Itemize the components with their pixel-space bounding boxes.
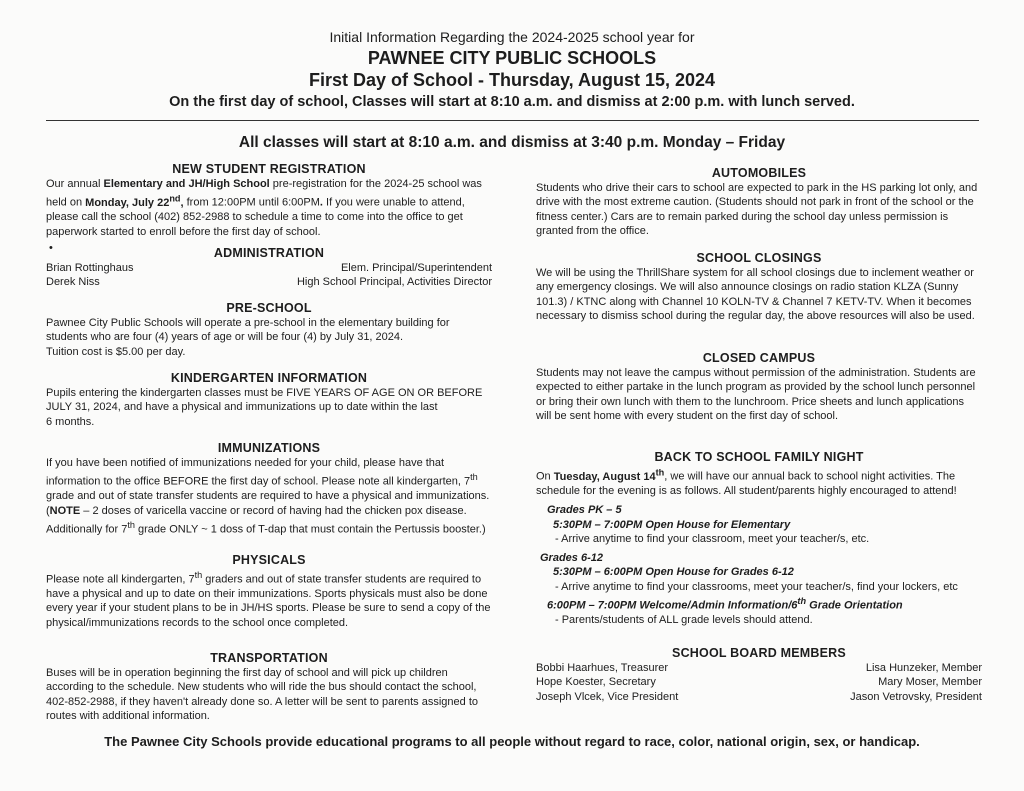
board-member: Lisa Hunzeker, Member bbox=[865, 662, 982, 674]
section-title: TRANSPORTATION bbox=[210, 651, 328, 665]
immunizations-section bbox=[46, 441, 492, 537]
section-body bbox=[536, 465, 982, 498]
event-time bbox=[536, 594, 982, 613]
superscript: th bbox=[127, 520, 135, 531]
board-row bbox=[536, 661, 982, 675]
text-run: from 12:00PM until 6:00PM bbox=[183, 197, 320, 210]
registration-section bbox=[46, 162, 492, 239]
section-body: Students may not leave the campus without permission of the administration. Students are expected to either partake in the lunch program as provided by the school lunch personnel or bring their own lunch with them to the lunchroom. Price sheets and lunch applications will be sent home with every student on the first day of school. bbox=[536, 367, 976, 423]
superscript: th bbox=[470, 472, 478, 483]
section-body: Students who drive their cars to school are expected to park in the HS parking lot only, and drive with the most extreme caution. (Students should not park in front of the school or the fitness center.) Cars are to remain parked during the school day unless permission is granted from the office. bbox=[536, 182, 978, 238]
grade-group-heading: Grades 6-12 bbox=[540, 551, 603, 564]
admin-row bbox=[46, 261, 492, 275]
section-body bbox=[46, 177, 492, 239]
text-run: , bbox=[180, 197, 184, 210]
section-title: CLOSED CAMPUS bbox=[702, 351, 816, 365]
header-divider bbox=[46, 120, 979, 121]
section-body: Buses will be in operation beginning the first day of school and will pick up children according to the schedule. New students who will ride the bus should contact the school, 402-852-2988, if they haven't already done so. A letter will be sent to parents assigned to routes with additional information. bbox=[46, 667, 478, 723]
event-note: - Arrive anytime to find your classroom, meet your teacher/s, etc. bbox=[555, 533, 870, 546]
board-row bbox=[536, 675, 982, 689]
superscript: th bbox=[194, 570, 203, 580]
administration-section bbox=[46, 242, 492, 290]
section-body bbox=[46, 456, 492, 537]
section-title: PRE-SCHOOL bbox=[226, 301, 312, 315]
class-hours: All classes will start at 8:10 a.m. and dismiss at 3:40 p.m. Monday – Friday bbox=[238, 134, 786, 151]
preschool-section bbox=[46, 301, 492, 359]
board-member: Joseph Vlcek, Vice President bbox=[536, 690, 679, 703]
admin-name: Brian Rottinghaus bbox=[46, 262, 134, 274]
intro-line: Initial Information Regarding the 2024-2025 school year for bbox=[329, 29, 695, 45]
text-run: Elementary and JH/High School bbox=[103, 178, 270, 190]
superscript: nd bbox=[169, 193, 181, 204]
text-run: Monday, July 22 bbox=[85, 197, 170, 210]
admin-row bbox=[46, 275, 492, 289]
superscript: th bbox=[797, 595, 807, 606]
text-run: Our annual bbox=[46, 178, 104, 190]
section-body: Pupils entering the kindergarten classes must be FIVE YEARS OF AGE ON OR BEFORE JULY 31, 2024, and have a physical and immunizations up to date within the last bbox=[46, 387, 483, 414]
stray-dot-mark: • bbox=[49, 242, 53, 254]
admin-name: Derek Niss bbox=[46, 276, 100, 289]
section-title: IMMUNIZATIONS bbox=[217, 441, 321, 455]
first-day-heading: First Day of School - Thursday, August 15, 2024 bbox=[308, 70, 716, 90]
text-run: – 2 doses of varicella vaccine or record of having had the chicken pox disease. Additionally for 7 bbox=[46, 504, 467, 536]
section-title: ADMINISTRATION bbox=[213, 246, 325, 260]
automobiles-section bbox=[536, 166, 982, 239]
text-run: pre-registration for the 2024-25 school was held on bbox=[46, 178, 482, 210]
text-run: NOTE bbox=[49, 504, 81, 517]
admin-role: Elem. Principal/Superintendent bbox=[340, 262, 492, 274]
physicals-section bbox=[46, 553, 492, 630]
school-closings-section bbox=[536, 251, 982, 324]
text-run: Please note all kindergarten, 7 bbox=[46, 573, 195, 586]
board-member: Bobbi Haarhues, Treasurer bbox=[536, 662, 669, 674]
event-note: - Arrive anytime to find your classrooms, meet your teacher/s, find your lockers, etc bbox=[555, 580, 958, 593]
event-time: 5:30PM – 6:00PM Open House for Grades 6-12 bbox=[553, 566, 794, 579]
text-run: If you have been notified of immunizations needed for your child, please have that information to the office BEFORE the first day of school. Please note all kindergarten, 7 bbox=[46, 457, 471, 489]
kindergarten-section bbox=[46, 371, 492, 429]
section-title: KINDERGARTEN INFORMATION bbox=[170, 371, 368, 385]
section-title: SCHOOL BOARD MEMBERS bbox=[672, 646, 846, 660]
text-run: graders and out of state transfer students are required to have a physical and up to date on their immunizations. Sports physicals must also be done every year if your student plans to be in JH/HS sports. Please be sure to send a copy of the physical/immunizations records to the school once completed. bbox=[46, 573, 491, 629]
closed-campus-section bbox=[536, 351, 982, 424]
text-run: . bbox=[319, 197, 323, 210]
family-night-section bbox=[536, 450, 982, 627]
text-run: , we will have our annual back to school night activities. The schedule for the evening is as follows. All student/parents highly encouraged to attend! bbox=[536, 470, 957, 498]
section-body: Tuition cost is $5.00 per day. bbox=[46, 345, 186, 358]
section-title: NEW STUDENT REGISTRATION bbox=[172, 162, 366, 176]
section-body: 6 months. bbox=[46, 415, 95, 428]
section-body bbox=[46, 568, 492, 630]
school-board-section bbox=[536, 646, 982, 704]
admin-role: High School Principal, Activities Director bbox=[296, 276, 492, 289]
text-run: On bbox=[536, 470, 554, 483]
board-member: Jason Vetrovsky, President bbox=[850, 690, 982, 703]
school-name: PAWNEE CITY PUBLIC SCHOOLS bbox=[367, 48, 657, 68]
event-note: - Parents/students of ALL grade levels should attend. bbox=[555, 613, 813, 626]
section-body: Pawnee City Public Schools will operate a pre-school in the elementary building for students who are four (4) years of age or will be four (4) by July 31, 2024. bbox=[46, 317, 450, 344]
section-title: PHYSICALS bbox=[232, 553, 306, 567]
board-row bbox=[536, 690, 982, 704]
text-run: 6:00PM – 7:00PM Welcome/Admin Information/6 bbox=[547, 599, 798, 612]
event-time: 5:30PM – 7:00PM Open House for Elementary bbox=[553, 518, 791, 531]
board-member: Mary Moser, Member bbox=[878, 676, 982, 689]
superscript: th bbox=[655, 467, 665, 477]
nondiscrimination-statement: The Pawnee City Schools provide educational programs to all people without regard to race, color, national origin, sex, or handicap. bbox=[104, 734, 920, 749]
text-run: Grade Orientation bbox=[806, 599, 903, 612]
first-day-note: On the first day of school, Classes will start at 8:10 a.m. and dismiss at 2:00 p.m. with lunch served. bbox=[169, 94, 855, 110]
transportation-section bbox=[46, 651, 492, 724]
section-title: SCHOOL CLOSINGS bbox=[696, 251, 822, 265]
text-run: grade ONLY ~ 1 doss of T-dap that must contain the Pertussis booster.) bbox=[134, 523, 486, 536]
grade-group-heading: Grades PK – 5 bbox=[547, 504, 622, 517]
section-title: BACK TO SCHOOL FAMILY NIGHT bbox=[654, 450, 864, 464]
text-run: If you were unable to attend, please call the school (402) 852-2988 to schedule a time to come into the office to get paperwork started to enroll before the first day of school. bbox=[46, 197, 465, 238]
section-body: We will be using the ThrillShare system for all school closings due to inclement weather or any emergency closings. We will also announce closings on radio station KLZA (Sunny 101.3) / KTNC along with Channel 10 KOLN-TV & Channel 7 KETV-TV. When it becomes necessary to dismiss school during the regular day, the above resources will also be used. bbox=[536, 267, 975, 323]
section-title: AUTOMOBILES bbox=[711, 166, 807, 180]
text-run: Tuesday, August 14 bbox=[553, 470, 656, 483]
board-member: Hope Koester, Secretary bbox=[536, 676, 656, 689]
text-run: grade and out of state transfer students are required to have a physical and immunizations. ( bbox=[46, 490, 490, 517]
